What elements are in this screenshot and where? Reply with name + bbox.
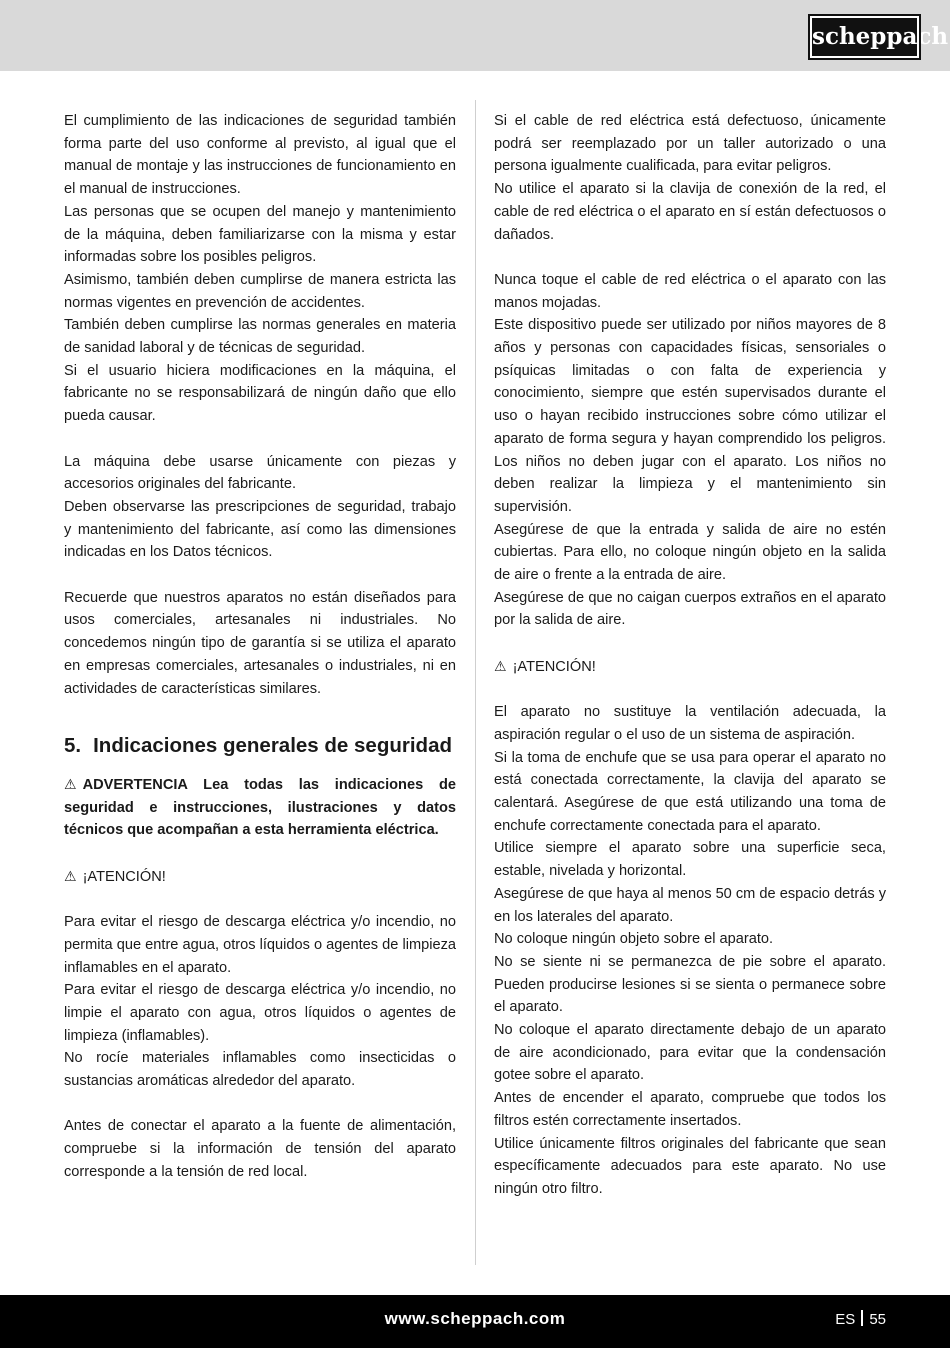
section-title: Indicaciones generales de seguridad: [93, 733, 452, 757]
warning-triangle-icon: ⚠: [64, 775, 77, 792]
warning-text: ADVERTENCIA Lea todas las indicaciones de seguridad e instrucciones, ilustraciones y datos técnicos que acompañan a esta herramienta eléctrica.: [64, 776, 456, 839]
attention-line: [64, 865, 456, 889]
brand-logo: scheppach: [810, 16, 919, 58]
website-link[interactable]: www.scheppach.com: [384, 1309, 566, 1328]
paragraph: Asegúrese de que la entrada y salida de aire no estén cubiertas. Para ello, no coloque ningún objeto en la salida de aire o frente a la entrada de aire.: [494, 521, 886, 584]
paragraph: También deben cumplirse las normas generales en materia de sanidad laboral y de técnicas de seguridad.: [64, 317, 456, 357]
attention-label: ¡ATENCIÓN!: [512, 658, 596, 675]
paragraph: La máquina debe usarse únicamente con piezas y accesorios originales del fabricante.: [64, 453, 456, 493]
paragraph: El cumplimiento de las indicaciones de seguridad también forma parte del uso conforme al previsto, al igual que el manual de montaje y las instrucciones de funcionamiento en el manual de instrucciones.: [64, 113, 456, 198]
paragraph: Utilice siempre el aparato sobre una superficie seca, estable, nivelada y horizontal.: [494, 840, 886, 880]
paragraph: El aparato no sustituye la ventilación adecuada, la aspiración regular o el uso de un sistema de aspiración.: [494, 704, 886, 743]
paragraph: No coloque el aparato directamente debajo de un aparato de aire acondicionado, para evitar que la condensación gotee sobre el aparato.: [494, 1022, 886, 1084]
language-code: ES: [835, 1311, 856, 1328]
paragraph: No se siente ni se permanezca de pie sobre el aparato. Pueden producirse lesiones si se sienta o permanece sobre el aparato.: [494, 953, 886, 1016]
paragraph: No coloque ningún objeto sobre el aparato.: [494, 931, 774, 948]
separator: [861, 1310, 863, 1326]
paragraph: Antes de conectar el aparato a la fuente de alimentación, compruebe si la información de tensión del aparato corresponde a la tensión de red local.: [64, 1118, 456, 1180]
paragraph: Deben observarse las prescripciones de seguridad, trabajo y mantenimiento del fabricante, así como las dimensiones indicadas en los Datos técnicos.: [64, 498, 456, 561]
footer-bar: [0, 1295, 950, 1348]
attention-line: [494, 655, 886, 679]
paragraph: Antes de encender el aparato, compruebe que todos los filtros estén correctamente insertados.: [494, 1090, 886, 1129]
paragraph: No rocíe materiales inflamables como insecticidas o sustancias aromáticas alrededor del aparato.: [64, 1050, 456, 1090]
warning-triangle-icon: ⚠: [64, 867, 77, 884]
paragraph: Para evitar el riesgo de descarga eléctrica y/o incendio, no permita que entre agua, otros líquidos o agentes de limpieza inflamables en el aparato.: [64, 914, 456, 976]
page-number: 55: [869, 1311, 886, 1328]
paragraph: Nunca toque el cable de red eléctrica o el aparato con las manos mojadas.: [494, 271, 886, 311]
paragraph: No utilice el aparato si la clavija de conexión de la red, el cable de red eléctrica o el aparato en sí están defectuosos o dañados.: [494, 181, 886, 243]
paragraph: Asimismo, también deben cumplirse de manera estricta las normas vigentes en prevención de accidentes.: [64, 271, 456, 311]
warning-triangle-icon: ⚠: [494, 657, 507, 674]
column-divider: [475, 100, 476, 1265]
attention-label: ¡ATENCIÓN!: [82, 868, 166, 885]
paragraph: Recuerde que nuestros aparatos no están diseñados para usos comerciales, artesanales ni industriales. No concedemos ningún tipo de garantía si se utiliza el aparato en empresas comerciales, artesanales o industriales, ni en actividades de características similares.: [64, 589, 456, 697]
paragraph: Utilice únicamente filtros originales del fabricante que sean específicamente adecuados para este aparato. No use ningún otro filtro.: [494, 1135, 886, 1197]
paragraph: Asegúrese de que no caigan cuerpos extraños en el aparato por la salida de aire.: [494, 589, 886, 629]
paragraph: Para evitar el riesgo de descarga eléctrica y/o incendio, no limpie el aparato con agua, otros líquidos o agentes de limpieza (inflamables).: [64, 982, 456, 1044]
paragraph: Si la toma de enchufe que se usa para operar el aparato no está conectada correctamente, la clavija del aparato se calentará. Asegúrese de que está utilizando una toma de enchufe correctamente conectada para el aparato.: [494, 749, 886, 834]
left-column: [64, 110, 456, 1184]
page-indicator: [835, 1310, 886, 1328]
paragraph: Si el usuario hiciera modificaciones en la máquina, el fabricante no se responsabilizará de ningún daño que ello pueda causar.: [64, 362, 456, 425]
right-column: [494, 110, 886, 1201]
section-number: 5.: [64, 733, 82, 757]
paragraph: Las personas que se ocupen del manejo y mantenimiento de la máquina, deben familiarizarse con la misma y estar informadas sobre los posibles peligros.: [64, 203, 456, 266]
section-heading: [64, 731, 456, 761]
paragraph: Si el cable de red eléctrica está defectuoso, únicamente podrá ser reemplazado por un taller autorizado o una persona igualmente cualificada, para evitar peligros.: [494, 113, 886, 175]
warning-paragraph: [64, 773, 456, 842]
header-band: [0, 0, 950, 71]
paragraph: Este dispositivo puede ser utilizado por niños mayores de 8 años y personas con capacidades físicas, sensoriales o psíquicas limitadas o con falta de experiencia y conocimiento, siempre que estén supervisados durante el uso o hayan recibido instrucciones sobre cómo utilizar el aparato de forma segura y hayan comprendido los peligros. Los niños no deben jugar con el aparato. Los niños no deben realizar la limpieza y el mantenimiento sin supervisión.: [494, 317, 886, 515]
paragraph: Asegúrese de que haya al menos 50 cm de espacio detrás y en los laterales del aparato.: [494, 885, 886, 925]
